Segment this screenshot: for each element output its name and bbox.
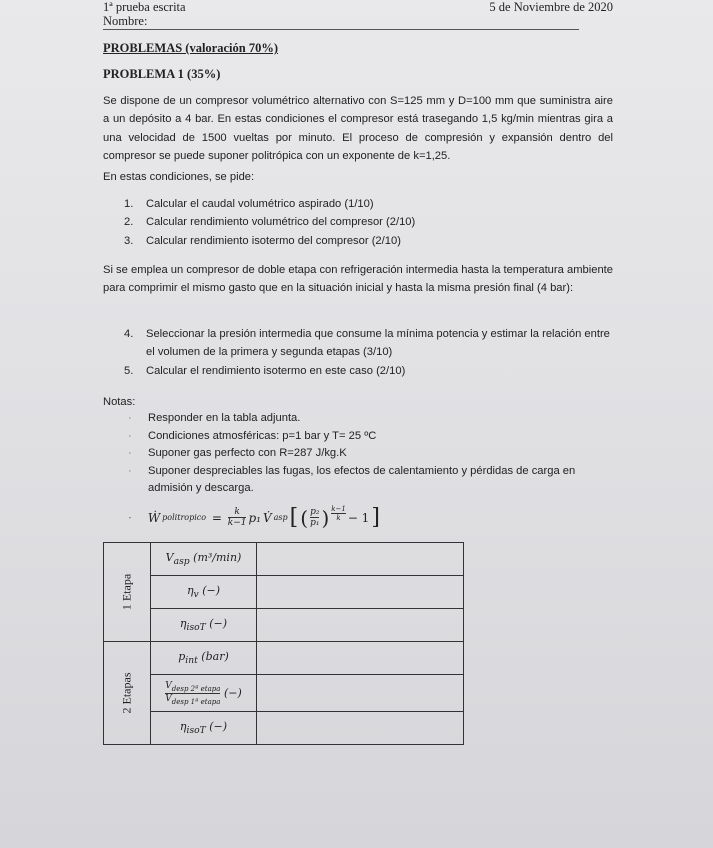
table-row	[104, 712, 464, 745]
list-item: 3. Calcular rendimiento isotermo del compresor (2/10)	[124, 234, 401, 247]
row-label-etav: $\eta_v$ (−)	[151, 576, 257, 609]
group-one-stage: 1 Etapa	[104, 543, 151, 642]
table-row	[104, 609, 464, 642]
questions-part2	[124, 325, 614, 380]
problem-title: PROBLEMA 1 (35%)	[103, 67, 221, 81]
row-label-etaiso2: $\eta_{isoT}$ (−)	[151, 712, 257, 745]
answer-cell[interactable]	[257, 543, 464, 576]
questions-part1	[124, 195, 614, 250]
name-field	[103, 14, 579, 30]
exam-date: 5 de Noviembre de 2020	[489, 0, 613, 14]
table-row	[104, 675, 464, 712]
list-item: · Condiciones atmosféricas: p=1 bar y T= 25 ºC	[128, 429, 377, 442]
results-table	[103, 542, 464, 745]
table-row	[104, 642, 464, 675]
answer-cell[interactable]	[257, 712, 464, 745]
list-item: · Suponer gas perfecto con R=287 J/kg.K	[128, 447, 347, 460]
power-formula: · Ẇ politropico = $\frac{k}{k-1}$ p₁ V̇ asp [ ( $\frac{\text{p₂}}{\text{p₁}}$ ) $\frac{k-1}{k}$ − 1 ]	[128, 505, 380, 530]
answer-cell[interactable]	[257, 576, 464, 609]
conditions-intro: En estas condiciones, se pide:	[103, 171, 255, 183]
row-label-vratio: $\frac{V_{desp 2ª etapa}}{V_{desp 1ª etapa}}$ (−)	[151, 675, 257, 712]
table-row	[104, 543, 464, 576]
answer-cell[interactable]	[257, 642, 464, 675]
group-two-stages: 2 Etapas	[104, 642, 151, 745]
row-label-etaiso: $\eta_{isoT}$ (−)	[151, 609, 257, 642]
second-intro: Si se emplea un compresor de doble etapa con refrigeración intermedia hasta la temperatura ambiente para comprimir el mismo gasto que en la situación inicial y hasta la misma presión final (4 bar):	[103, 264, 613, 295]
list-item: · Suponer despreciables las fugas, los efectos de calentamiento y pérdidas de carga en admisión y descarga.	[128, 464, 576, 495]
name-label: Nombre:	[103, 14, 148, 28]
row-label-vasp: $V_{asp}$ (m³/min)	[151, 543, 257, 576]
notes-label: Notas:	[103, 396, 136, 408]
list-item: 1. Calcular el caudal volumétrico aspirado (1/10)	[124, 198, 374, 210]
list-item: 2. Calcular rendimiento volumétrico del compresor (2/10)	[124, 216, 416, 229]
exam-title: 1ª prueba escrita	[103, 0, 186, 14]
list-item: 5. Calcular el rendimiento isotermo en este caso (2/10)	[124, 364, 406, 377]
row-label-pint: $p_{int}$ (bar)	[151, 642, 257, 675]
notes-list	[128, 410, 613, 498]
list-item: · Responder en la tabla adjunta.	[128, 412, 301, 424]
list-item: 4. Seleccionar la presión intermedia que consume la mínima potencia y estimar la relación entre el volumen de la primera y segunda etapas (3/10)	[124, 328, 610, 359]
answer-cell[interactable]	[257, 675, 464, 712]
problem-intro: Se dispone de un compresor volumétrico alternativo con S=125 mm y D=100 mm que suministra aire a un depósito a 4 bar. En estas condiciones el compresor está trasegando 1,5 kg/min mientras gira a una velocidad de 1500 vueltas por minuto. El proceso de compresión y expansión dentro del compresor se puede suponer politrópica con un exponente de k=1,25.	[103, 95, 613, 163]
section-title: PROBLEMAS (valoración 70%)	[103, 41, 278, 55]
answer-cell[interactable]	[257, 609, 464, 642]
table-row	[104, 576, 464, 609]
